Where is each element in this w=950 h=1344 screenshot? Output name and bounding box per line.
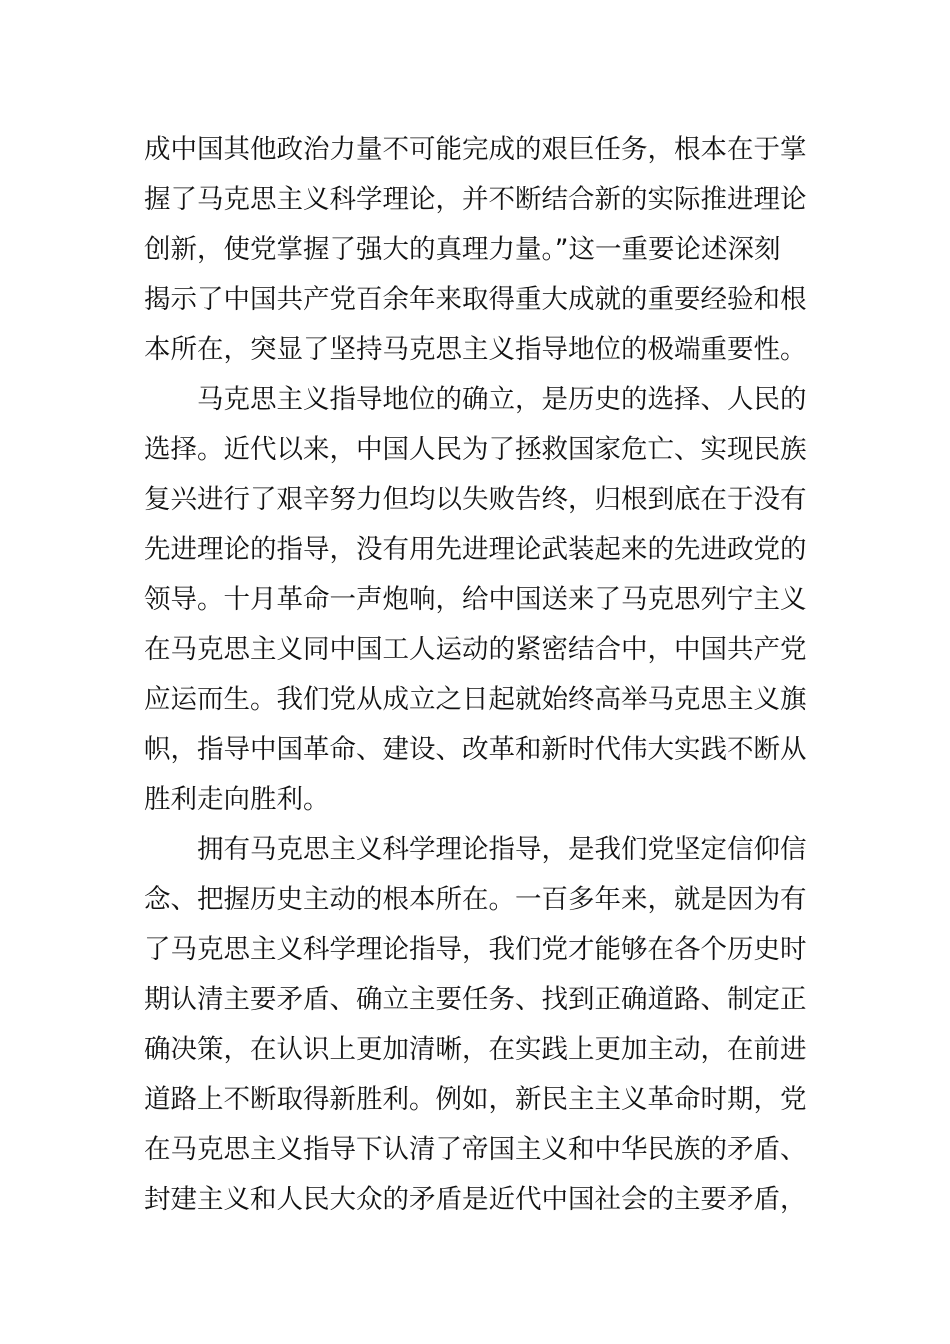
text-line: 封建主义和人民大众的矛盾是近代中国社会的主要矛盾， bbox=[144, 1184, 807, 1215]
text-line: 确决策，在认识上更加清晰，在实践上更加主动，在前进 bbox=[144, 1034, 807, 1065]
text-line: 握了马克思主义科学理论，并不断结合新的实际推进理论 bbox=[144, 184, 807, 215]
text-line: 在马克思主义指导下认清了帝国主义和中华民族的矛盾、 bbox=[144, 1134, 807, 1165]
text-line: 领导。十月革命一声炮响，给中国送来了马克思列宁主义 bbox=[144, 584, 807, 615]
text-line: 成中国其他政治力量不可能完成的艰巨任务，根本在于掌 bbox=[144, 134, 807, 165]
text-line: 揭示了中国共产党百余年来取得重大成就的重要经验和根 bbox=[144, 284, 807, 315]
body-text bbox=[144, 125, 806, 1225]
paragraph-start-line: 拥有马克思主义科学理论指导，是我们党坚定信仰信 bbox=[197, 834, 807, 865]
text-line: 道路上不断取得新胜利。例如，新民主主义革命时期，党 bbox=[144, 1084, 807, 1115]
text-line: 复兴进行了艰辛努力但均以失败告终，归根到底在于没有 bbox=[144, 484, 807, 515]
paragraph-start-line: 马克思主义指导地位的确立，是历史的选择、人民的 bbox=[197, 384, 807, 415]
text-line: 创新，使党掌握了强大的真理力量。”这一重要论述深刻 bbox=[144, 234, 781, 265]
text-line: 应运而生。我们党从成立之日起就始终高举马克思主义旗 bbox=[144, 684, 807, 715]
text-line: 本所在，突显了坚持马克思主义指导地位的极端重要性。 bbox=[144, 334, 807, 365]
text-line: 选择。近代以来，中国人民为了拯救国家危亡、实现民族 bbox=[144, 434, 807, 465]
text-line: 念、把握历史主动的根本所在。一百多年来，就是因为有 bbox=[144, 884, 807, 915]
text-line: 了马克思主义科学理论指导，我们党才能够在各个历史时 bbox=[144, 934, 807, 965]
text-line: 帜，指导中国革命、建设、改革和新时代伟大实践不断从 bbox=[144, 734, 807, 765]
text-line: 在马克思主义同中国工人运动的紧密结合中，中国共产党 bbox=[144, 634, 807, 665]
text-line: 胜利走向胜利。 bbox=[144, 784, 330, 815]
text-line: 期认清主要矛盾、确立主要任务、找到正确道路、制定正 bbox=[144, 984, 807, 1015]
text-line: 先进理论的指导，没有用先进理论武装起来的先进政党的 bbox=[144, 534, 807, 565]
